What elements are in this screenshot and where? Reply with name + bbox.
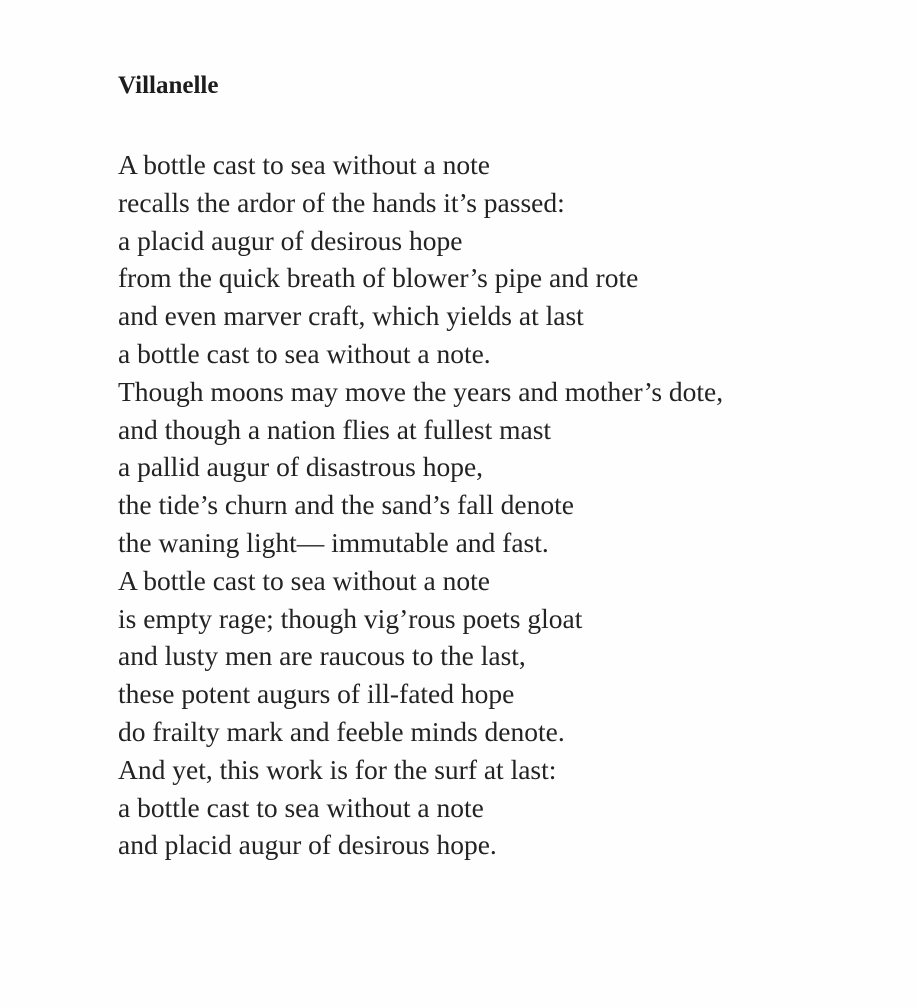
poem-line: a bottle cast to sea without a note. xyxy=(118,337,491,369)
poem-line: the tide’s churn and the sand’s fall denote xyxy=(118,489,574,521)
poem-line: recalls the ardor of the hands it’s passed: xyxy=(118,186,565,218)
poem-line: the waning light— immutable and fast. xyxy=(118,526,549,558)
poem-line: A bottle cast to sea without a note xyxy=(118,564,490,596)
poem-line: and placid augur of desirous hope. xyxy=(118,829,497,861)
poem-line: these potent augurs of ill-fated hope xyxy=(118,678,515,710)
poem-line: is empty rage; though vig’rous poets gloat xyxy=(118,602,583,634)
poem-line: a placid augur of desirous hope xyxy=(118,224,463,256)
poem-line: A bottle cast to sea without a note xyxy=(118,149,490,180)
poem-line: a pallid augur of disastrous hope, xyxy=(118,451,484,483)
poem-title: Villanelle xyxy=(118,72,219,99)
poem-line: and even marver craft, which yields at last xyxy=(118,300,584,332)
poem-line: And yet, this work is for the surf at last: xyxy=(118,753,557,785)
poem-line: and lusty men are raucous to the last, xyxy=(118,640,526,672)
poem-line: Though moons may move the years and mother’s dote, xyxy=(118,375,724,407)
poem-body xyxy=(118,146,723,864)
poem-line: from the quick breath of blower’s pipe and rote xyxy=(118,262,639,294)
poem-line: do frailty mark and feeble minds denote. xyxy=(118,715,565,747)
poem-line: a bottle cast to sea without a note xyxy=(118,791,484,823)
poem-line: and though a nation flies at fullest mast xyxy=(118,413,552,445)
